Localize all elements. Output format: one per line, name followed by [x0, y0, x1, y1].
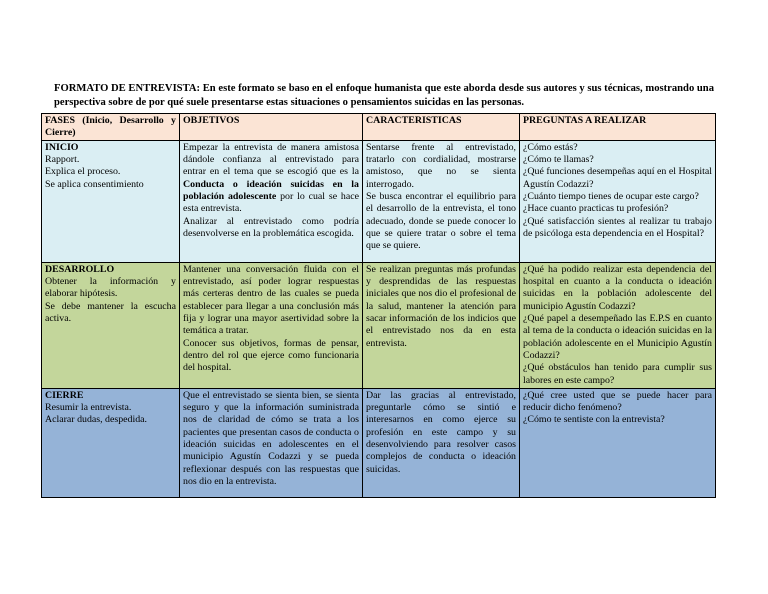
- cell-objetivos-desarrollo: [180, 262, 363, 388]
- phase-title: INICIO: [45, 141, 79, 153]
- caracteristica-paragraph: Sentarse frente al entrevistado, tratarlo con cordialidad, mostrarse amistoso, que no se sienta interrogado.: [366, 141, 516, 190]
- table-row-desarrollo: [42, 262, 716, 388]
- phase-item: Resumir la entrevista.: [45, 402, 132, 414]
- phase-item: Rapport.: [45, 154, 80, 166]
- intro-paragraph: [54, 82, 714, 109]
- intro-label: FORMATO DE ENTREVISTA:: [54, 83, 201, 94]
- interview-format-table: [41, 113, 716, 498]
- pregunta: ¿Hace cuanto practicas tu profesión?: [523, 203, 669, 215]
- cell-caracteristicas-cierre: [363, 388, 520, 497]
- pregunta: ¿Cómo te llamas?: [523, 154, 594, 166]
- phase-item: Se debe mantener la escucha activa.: [45, 300, 176, 325]
- cell-preguntas-inicio: [520, 140, 716, 262]
- cell-caracteristicas-desarrollo: [363, 262, 520, 388]
- phase-item: Explica el proceso.: [45, 166, 121, 178]
- intro-text: En este formato se baso en el enfoque humanista que este aborda desde sus autores y sus técnicas, mostrando una perspectiva sobre de por qué suele presentarse estas situaciones o pensamientos suicidas en las personas.: [54, 83, 714, 108]
- pregunta: ¿Qué obstáculos han tenido para cumplir sus labores en este campo?: [523, 362, 712, 386]
- objetivo-paragraph: [183, 142, 359, 216]
- pregunta: ¿Qué funciones desempeñas aquí en el Hospital Agustín Codazzi?: [523, 166, 712, 190]
- header-objetivos: OBJETIVOS: [180, 114, 363, 141]
- caracteristica-paragraph: Se realizan preguntas más profundas y desprendidas de las respuestas iniciales que nos dio el profesional de la salud, mantener la atención para sacar información de los indicios que el entrevistado nos da en esta entrevista.: [366, 263, 516, 349]
- table-header-row: [42, 114, 716, 141]
- table-row-cierre: [42, 388, 716, 497]
- phase-title: CIERRE: [45, 389, 84, 401]
- objetivo-paragraph: Conocer sus objetivos, formas de pensar, dentro del rol que ejerce como funcionaria del hospital.: [183, 337, 359, 374]
- cell-objetivos-inicio: [180, 140, 363, 262]
- caracteristica-paragraph: Dar las gracias al entrevistado, preguntarle cómo se sintió e interesarnos en como ejerce su profesión en este campo y su desenvolviendo para resolver casos complejos de conducta o ideación suicidas.: [366, 389, 516, 475]
- pregunta: ¿Cómo estás?: [523, 141, 578, 153]
- table-row-inicio: [42, 140, 716, 262]
- cell-caracteristicas-inicio: [363, 140, 520, 262]
- cell-fase-cierre: [42, 388, 180, 497]
- header-fases: FASES (Inicio, Desarrollo y Cierre): [42, 114, 180, 141]
- pregunta: ¿Qué satisfacción sientes al realizar tu trabajo de psicóloga esta dependencia en el Hospital?: [523, 215, 712, 240]
- objetivo-paragraph: Que el entrevistado se sienta bien, se sienta seguro y que la información suministrada nos de claridad de cómo se trata a los pacientes que presentan casos de conducta o ideación suicidas en adolescentes en el municipio Agustín Codazzi y se pueda reflexionar después con las respuestas que nos dio en la entrevista.: [183, 389, 359, 488]
- cell-preguntas-desarrollo: [520, 262, 716, 388]
- objetivo-paragraph: Mantener una conversación fluida con el entrevistado, así poder lograr respuestas más certeras dentro de las cuales se pueda establecer para llegar a una conclusión más fija y lograr una mayor asertividad sobre la temática a tratar.: [183, 263, 359, 337]
- caracteristica-paragraph: Se busca encontrar el equilibrio para el desarrollo de la entrevista, el tono adecuado, donde se puede conocer lo que se quiere tratar o sobre el tema que se quiere.: [366, 191, 516, 252]
- objetivo-paragraph: Analizar al entrevistado como podría desenvolverse en la problemática escogida.: [183, 215, 359, 240]
- objetivo-text: por lo cual se hace esta entrevista.: [183, 191, 359, 215]
- pregunta: ¿Qué ha podido realizar esta dependencia del hospital en cuanto a la conducta o ideación suicidas en la población adolescente del municipio Agustín Codazzi?: [523, 263, 712, 312]
- phase-title: DESARROLLO: [45, 263, 115, 275]
- phase-item: Obtener la información y elaborar hipótesis.: [45, 276, 176, 300]
- cell-fase-inicio: [42, 140, 180, 262]
- pregunta: ¿Qué cree usted que se puede hacer para reducir dicho fenómeno?: [523, 389, 712, 414]
- phase-item: Aclarar dudas, despedida.: [45, 414, 147, 426]
- cell-preguntas-cierre: [520, 388, 716, 497]
- header-preguntas: PREGUNTAS A REALIZAR: [520, 114, 716, 141]
- pregunta: ¿Qué papel a desempeñado las E.P.S en cuanto al tema de la conducta o ideación suicidas en la población adolescente en el Municipio Agustín Codazzi?: [523, 313, 712, 362]
- cell-objetivos-cierre: [180, 388, 363, 497]
- objetivo-bold-text: Conducta o ideación suicidas en la población adolescente: [183, 178, 359, 203]
- header-caracteristicas: CARACTERISTICAS: [363, 114, 520, 141]
- pregunta: ¿Cuánto tiempo tienes de ocupar este cargo?: [523, 191, 699, 203]
- objetivo-text: Empezar la entrevista de manera amistosa dándole confianza al entrevistado para entrar en el tema que se escogió que es la: [183, 141, 359, 178]
- cell-fase-desarrollo: [42, 262, 180, 388]
- phase-item: Se aplica consentimiento: [45, 178, 144, 190]
- pregunta: ¿Cómo te sentiste con la entrevista?: [523, 414, 665, 426]
